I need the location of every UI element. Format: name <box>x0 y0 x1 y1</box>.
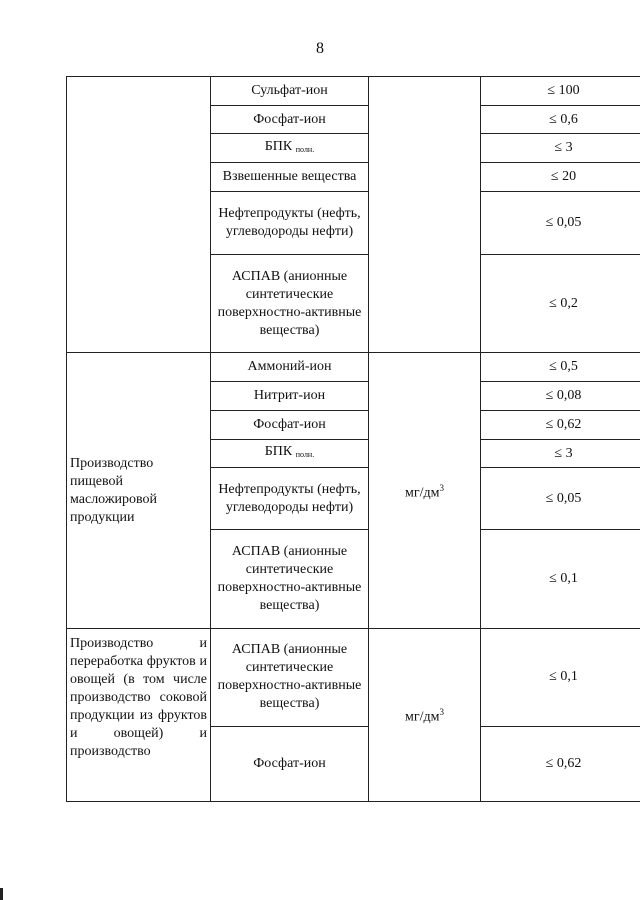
parameter-cell: Нитрит-ион <box>211 382 369 411</box>
parameter-text: БПК <box>264 444 293 459</box>
parameter-cell: АСПАВ (анионные синтетические поверхностно-активные вещества) <box>211 530 369 629</box>
unit-cell <box>369 77 481 353</box>
parameter-cell: АСПАВ (анионные синтетические поверхностно-активные вещества) <box>211 255 369 353</box>
parameter-subscript: полн. <box>295 144 315 154</box>
unit-cell <box>369 353 481 629</box>
unit-superscript: 3 <box>439 707 444 718</box>
industry-cell: Производство пищевой масложировой продукции <box>67 353 211 629</box>
industry-cell <box>67 629 211 802</box>
parameter-cell: Фосфат-ион <box>211 726 369 801</box>
value-cell: ≤ 0,2 <box>481 255 640 353</box>
value-cell: ≤ 0,5 <box>481 353 640 382</box>
value-cell: ≤ 0,05 <box>481 468 640 530</box>
parameter-cell: Фосфат-ион <box>211 106 369 134</box>
scan-edge-mark <box>0 888 3 900</box>
parameter-cell: Нефтепродукты (нефть, углеводороды нефти) <box>211 468 369 530</box>
value-cell: ≤ 3 <box>481 440 640 468</box>
value-cell: ≤ 0,62 <box>481 411 640 440</box>
parameter-cell: Сульфат-ион <box>211 77 369 106</box>
parameter-cell <box>211 440 369 468</box>
parameter-text: БПК <box>264 138 293 154</box>
unit-text: мг/дм <box>405 485 440 501</box>
table-row <box>67 353 640 382</box>
parameter-cell <box>211 134 369 163</box>
value-cell: ≤ 0,6 <box>481 106 640 134</box>
value-cell: ≤ 0,1 <box>481 629 640 727</box>
parameter-cell: Нефтепродукты (нефть, углеводороды нефти) <box>211 192 369 255</box>
value-cell: ≤ 0,08 <box>481 382 640 411</box>
parameter-cell: АСПАВ (анионные синтетические поверхностно-активные вещества) <box>211 629 369 727</box>
table-row <box>67 77 640 106</box>
table-row <box>67 629 640 727</box>
standards-table <box>66 76 640 802</box>
unit-cell <box>369 629 481 802</box>
value-cell: ≤ 0,1 <box>481 530 640 629</box>
value-cell: ≤ 0,62 <box>481 726 640 801</box>
value-cell: ≤ 0,05 <box>481 192 640 255</box>
page-number: 8 <box>316 40 324 57</box>
parameter-cell: Фосфат-ион <box>211 411 369 440</box>
value-cell: ≤ 100 <box>481 77 640 106</box>
value-cell: ≤ 3 <box>481 134 640 163</box>
industry-text: Производство и переработка фруктов и овощей (в том числе производство соковой продукции из фруктов и овощей) и производство <box>70 636 207 759</box>
value-cell: ≤ 20 <box>481 163 640 192</box>
unit-text: мг/дм <box>405 709 440 725</box>
parameter-cell: Взвешенные вещества <box>211 163 369 192</box>
parameter-cell: Аммоний-ион <box>211 353 369 382</box>
parameter-subscript: полн. <box>295 450 315 459</box>
industry-cell <box>67 77 211 353</box>
unit-superscript: 3 <box>439 482 444 493</box>
